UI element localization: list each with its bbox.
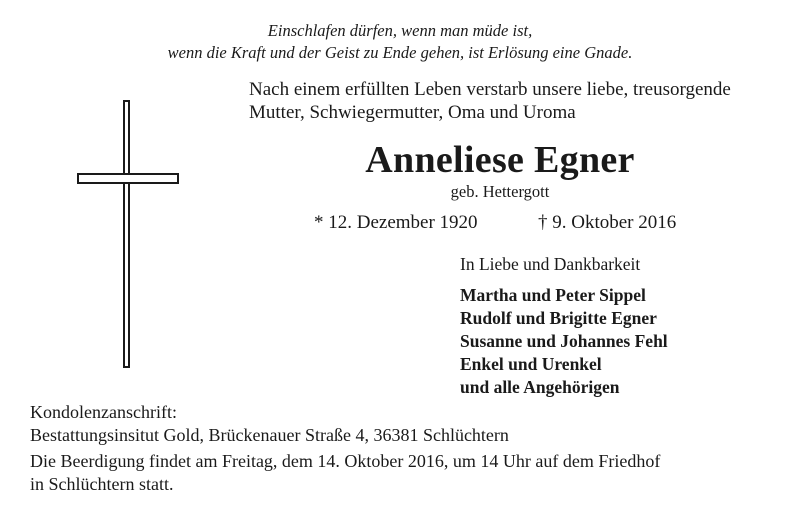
mourner-name: Enkel und Urenkel — [460, 354, 602, 374]
maiden-name: geb. Hettergott — [450, 182, 550, 201]
mourner-name: und alle Angehörigen — [460, 377, 620, 397]
funeral-info-line-2: in Schlüchtern statt. — [30, 474, 174, 494]
mourner-name: Rudolf und Brigitte Egner — [460, 308, 657, 328]
birth-date: * 12. Dezember 1920 — [314, 212, 478, 233]
cross-joint — [125, 175, 128, 182]
cross-horizontal-beam — [77, 173, 179, 184]
funeral-info-line-1: Die Beerdigung findet am Freitag, dem 14. Oktober 2016, um 14 Uhr auf dem Friedhof — [30, 451, 661, 471]
condolence-label: Kondolenzanschrift: — [30, 402, 177, 422]
death-date: † 9. Oktober 2016 — [538, 212, 677, 233]
mourner-name: Susanne und Johannes Fehl — [460, 331, 668, 351]
cross-vertical-beam — [123, 100, 130, 368]
intro-line-2: Mutter, Schwiegermutter, Oma und Uroma — [249, 102, 576, 123]
motto-line-2: wenn die Kraft und der Geist zu Ende gehen, ist Erlösung eine Gnade. — [167, 43, 633, 62]
motto-line-1: Einschlafen dürfen, wenn man müde ist, — [267, 21, 533, 40]
mourners-intro: In Liebe und Dankbarkeit — [460, 254, 641, 274]
deceased-name: Anneliese Egner — [365, 139, 635, 181]
mourner-name: Martha und Peter Sippel — [460, 285, 646, 305]
condolence-address: Bestattungsinsitut Gold, Brückenauer Straße 4, 36381 Schlüchtern — [30, 425, 509, 445]
intro-line-1: Nach einem erfüllten Leben verstarb unsere liebe, treusorgende — [249, 79, 731, 100]
